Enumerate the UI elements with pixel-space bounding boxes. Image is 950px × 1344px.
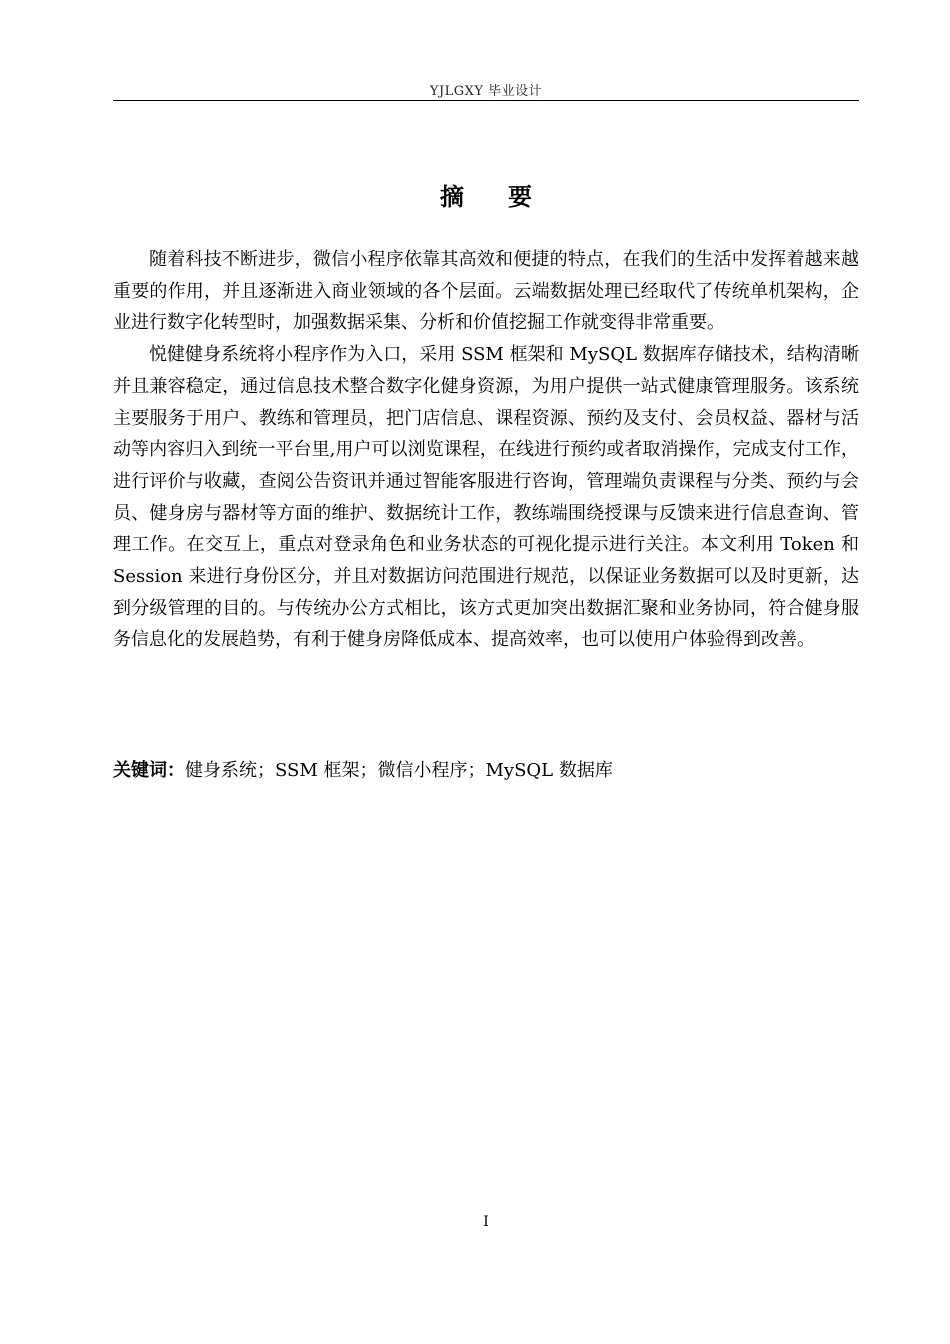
header-rule	[113, 100, 859, 101]
abstract-title	[113, 180, 859, 214]
abstract-body	[113, 244, 859, 656]
abstract-paragraph: 随着科技不断进步，微信小程序依靠其高效和便捷的特点，在我们的生活中发挥着越来越重要的作用，并且逐渐进入商业领域的各个层面。云端数据处理已经取代了传统单机架构，企业进行数字化转型时，加强数据采集、分析和价值挖掘工作就变得非常重要。	[113, 249, 859, 334]
keywords-line	[113, 755, 859, 786]
keywords-text: 健身系统；SSM 框架；微信小程序；MySQL 数据库	[185, 760, 613, 781]
keywords-label: 关键词：	[113, 760, 185, 781]
running-header: YJLGXY 毕业设计	[429, 84, 543, 99]
abstract-paragraph: 悦健健身系统将小程序作为入口，采用 SSM 框架和 MySQL 数据库存储技术，结构清晰并且兼容稳定，通过信息技术整合数字化健身资源，为用户提供一站式健康管理服务。该系统主要服务于用户、教练和管理员，把门店信息、课程资源、预约及支付、会员权益、器材与活动等内容归入到统一平台里,用户可以浏览课程，在线进行预约或者取消操作，完成支付工作，进行评价与收藏，查阅公告资讯并通过智能客服进行咨询，管理端负责课程与分类、预约与会员、健身房与器材等方面的维护、数据统计工作，教练端围绕授课与反馈来进行信息查询、管理工作。在交互上，重点对登录角色和业务状态的可视化提示进行关注。本文利用 Token 和 Session 来进行身份区分，并且对数据访问范围进行规范，以保证业务数据可以及时更新，达到分级管理的目的。与传统办公方式相比，该方式更加突出数据汇聚和业务协同，符合健身服务信息化的发展趋势，有利于健身房降低成本、提高效率，也可以使用户体验得到改善。	[113, 344, 859, 651]
abstract-title-part1: 摘	[440, 183, 464, 211]
page-number: I	[483, 1214, 489, 1230]
abstract-title-part2: 要	[508, 183, 532, 211]
